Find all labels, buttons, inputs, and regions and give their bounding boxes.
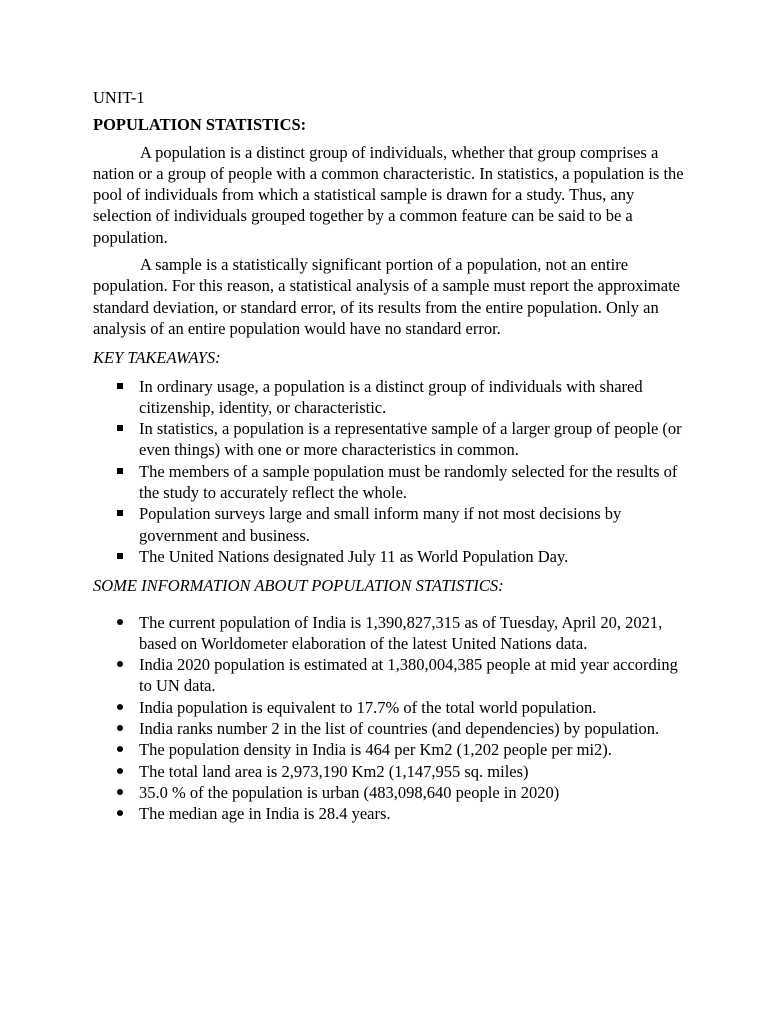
list-item: India population is equivalent to 17.7% of the total world population. — [93, 697, 688, 718]
list-item: The members of a sample population must be randomly selected for the results of the study to accurately reflect the whole. — [93, 461, 688, 504]
list-item: The current population of India is 1,390,827,315 as of Tuesday, April 20, 2021, based on Worldometer elaboration of the latest United Nations data. — [93, 612, 688, 655]
key-takeaways-list — [93, 376, 688, 568]
list-item: The median age in India is 28.4 years. — [93, 803, 688, 824]
info-section-title: SOME INFORMATION ABOUT POPULATION STATISTICS: — [93, 576, 504, 596]
key-takeaways-title: KEY TAKEAWAYS: — [93, 348, 221, 368]
page-title: POPULATION STATISTICS: — [93, 115, 307, 135]
list-item: India 2020 population is estimated at 1,380,004,385 people at mid year according to UN data. — [93, 654, 688, 697]
list-item: In ordinary usage, a population is a distinct group of individuals with shared citizenship, identity, or characteristic. — [93, 376, 688, 419]
list-item: 35.0 % of the population is urban (483,098,640 people in 2020) — [93, 782, 688, 803]
list-item: The total land area is 2,973,190 Km2 (1,147,955 sq. miles) — [93, 761, 688, 782]
list-item: Population surveys large and small inform many if not most decisions by government and business. — [93, 503, 688, 546]
list-item: In statistics, a population is a representative sample of a larger group of people (or even things) with one or more characteristics in common. — [93, 418, 688, 461]
list-item: The population density in India is 464 per Km2 (1,202 people per mi2). — [93, 739, 688, 760]
list-item: The United Nations designated July 11 as World Population Day. — [93, 546, 688, 567]
list-item: India ranks number 2 in the list of countries (and dependencies) by population. — [93, 718, 688, 739]
paragraph-sample-definition: A sample is a statistically significant portion of a population, not an entire population. For this reason, a statistical analysis of a sample must report the approximate standard deviation, or standard error, of its results from the entire population. Only an analysis of an entire population would have no standard error. — [93, 255, 680, 338]
population-facts-list — [93, 612, 688, 825]
unit-label: UNIT-1 — [93, 88, 145, 107]
paragraph-population-definition: A population is a distinct group of individuals, whether that group comprises a nation or a group of people with a common characteristic. In statistics, a population is the pool of individuals from which a statistical sample is drawn for a study. Thus, any selection of individuals grouped together by a common feature can be said to be a population. — [93, 142, 684, 247]
